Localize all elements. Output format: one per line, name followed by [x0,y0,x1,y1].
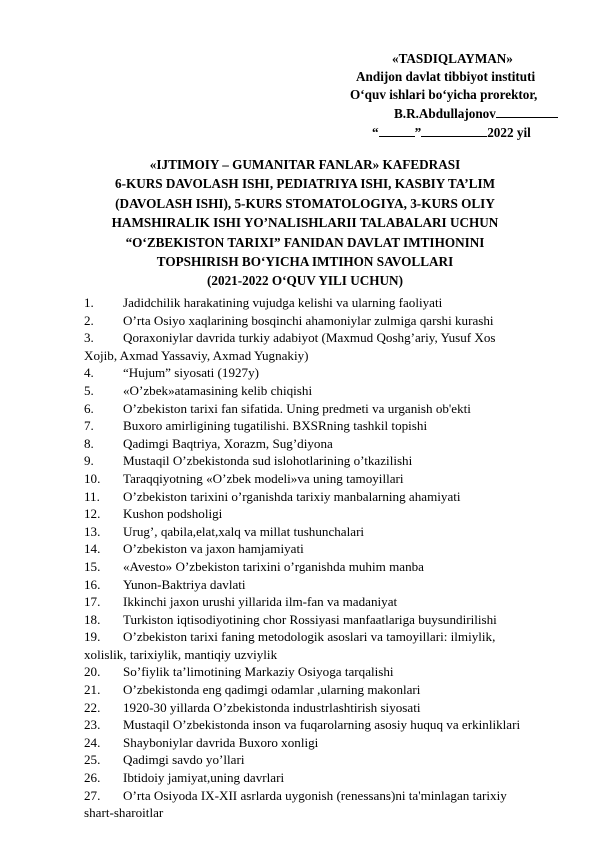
question-text: O’zbekiston tarixi faning metodologik asoslari va tamoyillari: ilmiylik, [123,629,496,645]
question-item [84,400,564,418]
question-number: 20. [84,664,101,680]
question-item [84,505,564,523]
question-number: 11. [84,488,100,504]
title-line: (DAVOLASH ISHI), 5-KURS STOMATOLOGIYA, 3-KURS OLIY [115,195,495,211]
question-text: “Hujum” siyosati (1927y) [123,365,260,381]
question-number: 15. [84,558,101,574]
question-item [84,329,564,347]
question-item [84,364,564,382]
approval-date-line [330,123,560,142]
question-number: 19. [84,629,101,645]
question-item [84,576,564,594]
question-item [84,470,564,488]
question-item [84,787,564,805]
question-number: 12. [84,506,101,522]
question-text: Mustaqil O’zbekistonda inson va fuqarolarning asosiy huquq va erkinliklari [123,717,521,733]
question-text: O’rta Osiyo xaqlarining bosqinchi ahamoniylar zulmiga qarshi kurashi [123,312,494,328]
title-line: “O‘ZBEKISTON TARIXI” FANIDAN DAVLAT IMTIHONINI [125,234,485,250]
question-number: 9. [84,453,94,469]
question-number: 5. [84,382,94,398]
title-line: 6-KURS DAVOLASH ISHI, PEDIATRIYA ISHI, KASBIY TA’LIM [114,176,496,192]
question-text: Urug’, qabila,elat,xalq va millat tushunchalari [123,523,365,539]
question-item [84,734,564,752]
question-item [84,628,564,646]
question-continuation: shart-sharoitlar [84,805,164,821]
question-number: 27. [84,787,101,803]
question-item [84,716,564,734]
question-text: Qoraxoniylar davrida turkiy adabiyot (Maxmud Qoshg’ariy, Yusuf Xos [123,330,496,346]
question-text: O’zbekistonda eng qadimgi odamlar ,ularning makonlari [123,682,421,698]
question-item [84,699,564,717]
question-item [84,611,564,629]
question-item [84,523,564,541]
date-quote-close: ” [414,125,422,140]
question-list [84,294,564,822]
question-number: 7. [84,418,94,434]
question-number: 3. [84,330,94,346]
question-text: 1920-30 yillarda O’zbekistonda industrlashtirish siyosati [123,699,421,715]
title-line: (2021-2022 O‘QUV YILI UCHUN) [207,273,403,289]
approval-year: 2022 yil [487,125,531,140]
question-number: 22. [84,699,101,715]
question-item [84,681,564,699]
question-text: Mustaqil O’zbekistonda sud islohotlarining o’tkazilishi [123,453,413,469]
question-item [84,488,564,506]
question-text: O’zbekiston tarixini o’rganishda tarixiy manbalarning ahamiyati [123,488,461,504]
question-number: 24. [84,734,101,750]
question-item [84,417,564,435]
title-line: HAMSHIRALIK ISHI YO’NALISHLARII TALABALARI UCHUN [111,215,499,231]
question-item [84,558,564,576]
question-text: O’zbekiston va jaxon hamjamiyati [123,541,304,557]
question-continuation: Xojib, Axmad Yassaviy, Axmad Yugnakiy) [84,347,309,363]
question-number: 23. [84,717,101,733]
question-item [84,751,564,769]
question-text: Jadidchilik harakatining vujudga kelishi va ularning faoliyati [123,295,443,310]
question-item [84,769,564,787]
question-text: «Avesto» O’zbekiston tarixini o’rganishda muhim manba [123,558,424,574]
question-number: 14. [84,541,101,557]
question-number: 16. [84,576,101,592]
question-number: 17. [84,594,101,610]
approval-position: O‘quv ishlari bo‘yicha prorektor, [350,87,538,102]
month-blank [421,123,487,137]
question-number: 8. [84,435,94,451]
approval-institute: Andijon davlat tibbiyot instituti [356,69,536,84]
question-text: Shayboniylar davrida Buxoro xonligi [123,734,319,750]
question-number: 1. [84,295,94,310]
question-text: Taraqqiyotning «O’zbek modeli»va uning tamoyillari [123,470,404,486]
question-text: Yunon-Baktriya davlati [123,576,246,592]
approval-heading: «TASDIQLAYMAN» [392,51,513,66]
question-item [84,435,564,453]
approval-block [330,50,560,142]
signature-blank [496,104,558,118]
question-text: Ibtidoiy jamiyat,uning davrlari [123,770,285,786]
question-item [84,294,564,312]
question-number: 4. [84,365,94,381]
question-item [84,593,564,611]
question-text: Ikkinchi jaxon urushi yillarida ilm-fan va madaniyat [123,594,398,610]
question-continuation: xolislik, tarixiylik, mantiqiy uzviylik [84,646,278,662]
question-text: Kushon podsholigi [123,506,223,522]
question-number: 18. [84,611,101,627]
day-blank [379,123,415,137]
title-line: «IJTIMOIY – GUMANITAR FANLAR» KAFEDRASI [149,157,461,172]
question-number: 10. [84,470,101,486]
question-item [84,452,564,470]
question-item [84,540,564,558]
question-text: Qadimgi Baqtriya, Xorazm, Sug’diyona [123,435,333,451]
question-text: O’zbekiston tarixi fan sifatida. Uning predmeti va urganish ob'ekti [123,400,471,416]
question-number: 13. [84,523,101,539]
question-number: 26. [84,770,101,786]
question-text: So’fiylik ta’limotining Markaziy Osiyoga tarqalishi [123,664,394,680]
question-item [84,382,564,400]
question-item [84,663,564,681]
question-number: 21. [84,682,101,698]
question-text: «O’zbek»atamasining kelib chiqishi [123,382,313,398]
question-text: Qadimgi savdo yo’llari [123,752,245,768]
question-number: 6. [84,400,94,416]
document-title [70,155,540,291]
approval-signature-line [330,104,560,123]
question-text: Turkiston iqtisodiyotining chor Rossiyasi manfaatlariga buysundirilishi [123,611,497,627]
date-quote-open: “ [372,125,379,140]
question-number: 2. [84,312,94,328]
question-number: 25. [84,752,101,768]
question-text: O’rta Osiyoda IX-XII asrlarda uygonish (renessans)ni ta'minlagan tarixiy [123,787,507,803]
question-text: Buxoro amirligining tugatilishi. BXSRning tashkil topishi [123,418,428,434]
approval-name: B.R.Abdullajonov [394,106,496,121]
question-item [84,312,564,330]
title-line: TOPSHIRISH BO‘YICHA IMTIHON SAVOLLARI [156,254,454,270]
